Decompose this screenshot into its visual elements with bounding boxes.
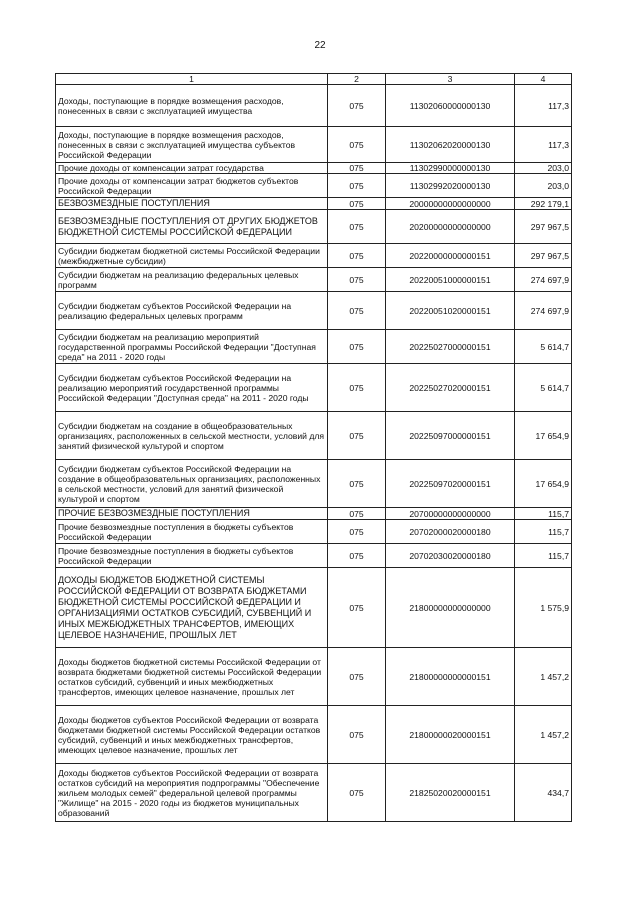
revenue-name: Субсидии бюджетам на создание в общеобразовательных организациях, расположенных в сельской местности, условий для занятий физической культурой и спортом	[56, 412, 328, 460]
amount: 115,7	[515, 544, 572, 568]
revenue-name: Доходы бюджетов субъектов Российской Федерации от возврата бюджетами бюджетной системы Российской Федерации остатков субсидий, субвенций и иных межбюджетных трансфертов, имеющих целевое назначение, прошлых лет	[56, 706, 328, 764]
budget-code: 21800000000000000	[386, 568, 515, 648]
budget-code: 20700000000000000	[386, 508, 515, 520]
budget-code: 11302062020000130	[386, 127, 515, 163]
admin-code: 075	[328, 460, 386, 508]
revenue-name: БЕЗВОЗМЕЗДНЫЕ ПОСТУПЛЕНИЯ ОТ ДРУГИХ БЮДЖЕТОВ БЮДЖЕТНОЙ СИСТЕМЫ РОССИЙСКОЙ ФЕДЕРАЦИИ	[56, 210, 328, 244]
column-header-3: 3	[386, 74, 515, 85]
budget-code: 20225027020000151	[386, 364, 515, 412]
revenue-name: Субсидии бюджетам на реализацию мероприятий государственной программы Российской Федерации "Доступная среда" на 2011 - 2020 годы	[56, 330, 328, 364]
amount: 203,0	[515, 174, 572, 198]
amount: 292 179,1	[515, 198, 572, 210]
table-row	[56, 508, 572, 520]
amount: 1 575,9	[515, 568, 572, 648]
admin-code: 075	[328, 648, 386, 706]
table-row	[56, 568, 572, 648]
admin-code: 075	[328, 764, 386, 822]
table-row	[56, 520, 572, 544]
table-row	[56, 244, 572, 268]
table-row	[56, 544, 572, 568]
revenue-name: ДОХОДЫ БЮДЖЕТОВ БЮДЖЕТНОЙ СИСТЕМЫ РОССИЙСКОЙ ФЕДЕРАЦИИ ОТ ВОЗВРАТА БЮДЖЕТАМИ БЮДЖЕТНОЙ СИСТЕМЫ РОССИЙСКОЙ ФЕДЕРАЦИИ И ОРГАНИЗАЦИЯМИ ОСТАТКОВ СУБСИДИЙ, СУБВЕНЦИЙ И ИНЫХ МЕЖБЮДЖЕТНЫХ ТРАНСФЕРТОВ, ИМЕЮЩИХ ЦЕЛЕВОЕ НАЗНАЧЕНИЕ, ПРОШЛЫХ ЛЕТ	[56, 568, 328, 648]
admin-code: 075	[328, 210, 386, 244]
table-row	[56, 330, 572, 364]
amount: 117,3	[515, 85, 572, 127]
table-row	[56, 460, 572, 508]
revenue-name: Субсидии бюджетам субъектов Российской Федерации на реализацию мероприятий государственной программы Российской Федерации "Доступная среда" на 2011 - 2020 годы	[56, 364, 328, 412]
admin-code: 075	[328, 174, 386, 198]
table-row	[56, 268, 572, 292]
revenue-name: Доходы, поступающие в порядке возмещения расходов, понесенных в связи с эксплуатацией имущества	[56, 85, 328, 127]
revenue-name: Субсидии бюджетам субъектов Российской Федерации на создание в общеобразовательных организациях, расположенных в сельской местности, условий для занятий физической культурой и спортом	[56, 460, 328, 508]
table-row	[56, 764, 572, 822]
column-header-1: 1	[56, 74, 328, 85]
amount: 274 697,9	[515, 292, 572, 330]
revenue-name: Доходы, поступающие в порядке возмещения расходов, понесенных в связи с эксплуатацией имущества субъектов Российской Федерации	[56, 127, 328, 163]
budget-revenue-table	[55, 73, 572, 822]
admin-code: 075	[328, 364, 386, 412]
amount: 203,0	[515, 163, 572, 174]
admin-code: 075	[328, 706, 386, 764]
admin-code: 075	[328, 292, 386, 330]
column-header-2: 2	[328, 74, 386, 85]
revenue-name: Прочие безвозмездные поступления в бюджеты субъектов Российской Федерации	[56, 544, 328, 568]
admin-code: 075	[328, 268, 386, 292]
amount: 115,7	[515, 508, 572, 520]
budget-code: 21800000020000151	[386, 706, 515, 764]
budget-code: 20200000000000000	[386, 210, 515, 244]
amount: 274 697,9	[515, 268, 572, 292]
budget-code: 20220000000000151	[386, 244, 515, 268]
amount: 115,7	[515, 520, 572, 544]
budget-code: 20225027000000151	[386, 330, 515, 364]
budget-code: 20000000000000000	[386, 198, 515, 210]
admin-code: 075	[328, 198, 386, 210]
table-row	[56, 198, 572, 210]
table-row	[56, 648, 572, 706]
revenue-name: Прочие доходы от компенсации затрат государства	[56, 163, 328, 174]
admin-code: 075	[328, 85, 386, 127]
budget-code: 20220051000000151	[386, 268, 515, 292]
admin-code: 075	[328, 412, 386, 460]
budget-code: 21825020020000151	[386, 764, 515, 822]
revenue-name: Доходы бюджетов бюджетной системы Российской Федерации от возврата бюджетами бюджетной системы Российской Федерации остатков субсидий, субвенций и иных межбюджетных трансфертов, имеющих целевое назначение, прошлых лет	[56, 648, 328, 706]
table-row	[56, 210, 572, 244]
budget-code: 20220051020000151	[386, 292, 515, 330]
admin-code: 075	[328, 544, 386, 568]
amount: 297 967,5	[515, 210, 572, 244]
table-row	[56, 292, 572, 330]
table-row	[56, 706, 572, 764]
amount: 1 457,2	[515, 648, 572, 706]
budget-code: 20225097000000151	[386, 412, 515, 460]
table-header-row	[56, 74, 572, 85]
table-row	[56, 174, 572, 198]
revenue-name: Прочие доходы от компенсации затрат бюджетов субъектов Российской Федерации	[56, 174, 328, 198]
admin-code: 075	[328, 508, 386, 520]
revenue-name: Прочие безвозмездные поступления в бюджеты субъектов Российской Федерации	[56, 520, 328, 544]
revenue-name: Субсидии бюджетам на реализацию федеральных целевых программ	[56, 268, 328, 292]
amount: 1 457,2	[515, 706, 572, 764]
admin-code: 075	[328, 127, 386, 163]
admin-code: 075	[328, 330, 386, 364]
amount: 17 654,9	[515, 460, 572, 508]
admin-code: 075	[328, 163, 386, 174]
column-header-4: 4	[515, 74, 572, 85]
revenue-name: Доходы бюджетов субъектов Российской Федерации от возврата остатков субсидий на мероприятия подпрограммы "Обеспечение жильем молодых семей" федеральной целевой программы "Жилище" на 2015 - 2020 годы из бюджетов муниципальных образований	[56, 764, 328, 822]
amount: 17 654,9	[515, 412, 572, 460]
page-number: 22	[314, 40, 326, 51]
amount: 5 614,7	[515, 364, 572, 412]
table-row	[56, 364, 572, 412]
budget-code: 11302990000000130	[386, 163, 515, 174]
budget-code: 20702030020000180	[386, 544, 515, 568]
admin-code: 075	[328, 520, 386, 544]
budget-code: 11302992020000130	[386, 174, 515, 198]
admin-code: 075	[328, 244, 386, 268]
amount: 434,7	[515, 764, 572, 822]
revenue-name: ПРОЧИЕ БЕЗВОЗМЕЗДНЫЕ ПОСТУПЛЕНИЯ	[56, 508, 328, 520]
budget-code: 20702000020000180	[386, 520, 515, 544]
revenue-name: БЕЗВОЗМЕЗДНЫЕ ПОСТУПЛЕНИЯ	[56, 198, 328, 210]
table-row	[56, 127, 572, 163]
table-row	[56, 163, 572, 174]
revenue-name: Субсидии бюджетам бюджетной системы Российской Федерации (межбюджетные субсидии)	[56, 244, 328, 268]
revenue-name: Субсидии бюджетам субъектов Российской Федерации на реализацию федеральных целевых программ	[56, 292, 328, 330]
budget-code: 21800000000000151	[386, 648, 515, 706]
table-row	[56, 85, 572, 127]
amount: 5 614,7	[515, 330, 572, 364]
table-row	[56, 412, 572, 460]
amount: 297 967,5	[515, 244, 572, 268]
budget-code: 20225097020000151	[386, 460, 515, 508]
admin-code: 075	[328, 568, 386, 648]
amount: 117,3	[515, 127, 572, 163]
budget-code: 11302060000000130	[386, 85, 515, 127]
